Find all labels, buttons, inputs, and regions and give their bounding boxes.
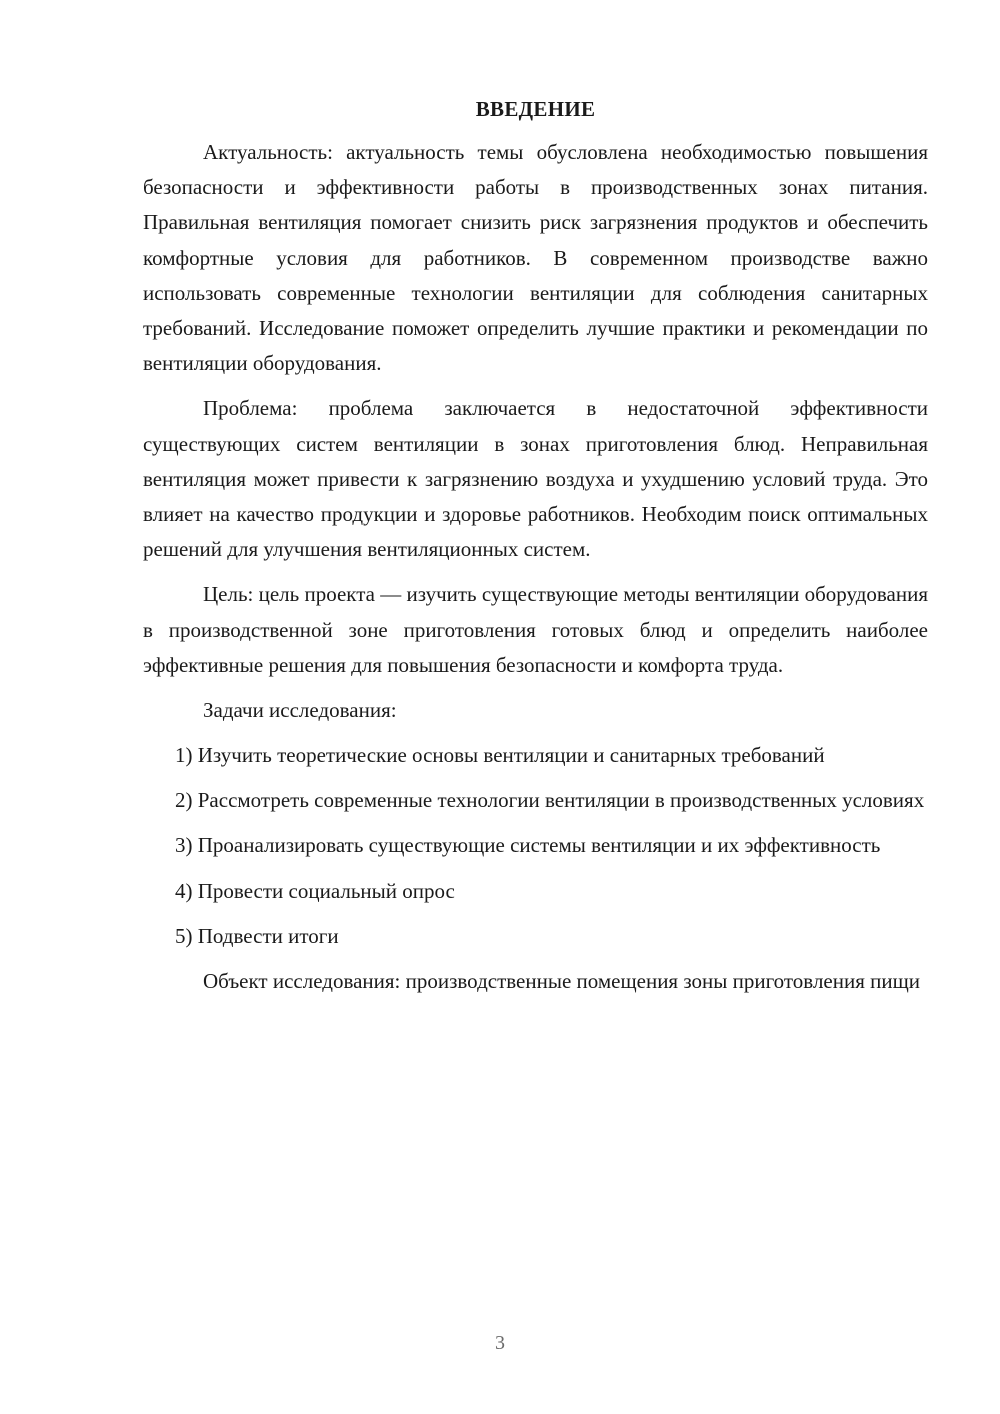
task-item-4: 4) Провести социальный опрос — [175, 878, 455, 903]
paragraph-goal: Цель: цель проекта — изучить существующие методы вентиляции оборудования в производственной зоне приготовления готовых блюд и определить наиболее эффективные решения для повышения безопасности и комфорта труда. — [143, 582, 928, 677]
page-number: 3 — [495, 1332, 505, 1354]
task-item-1: 1) Изучить теоретические основы вентиляции и санитарных требований — [175, 743, 825, 768]
page-content — [143, 92, 928, 999]
tasks-heading: Задачи исследования: — [203, 698, 397, 723]
task-item-2: 2) Рассмотреть современные технологии вентиляции в производственных условиях — [175, 788, 925, 813]
task-item-3: 3) Проанализировать существующие системы вентиляции и их эффективность — [175, 833, 881, 858]
paragraph-object: Объект исследования: производственные помещения зоны приготовления пищи — [203, 969, 921, 994]
task-item-5: 5) Подвести итоги — [175, 923, 339, 948]
paragraph-problem: Проблема: проблема заключается в недостаточной эффективности существующих систем вентиляции в зонах приготовления блюд. Неправильная вентиляция может привести к загрязнению воздуха и ухудшению условий труда. Это влияет на качество продукции и здоровье работников. Необходим поиск оптимальных решений для улучшения вентиляционных систем. — [143, 396, 928, 562]
section-title: ВВЕДЕНИЕ — [475, 97, 596, 121]
paragraph-relevance: Актуальность: актуальность темы обусловлена необходимостью повышения безопасности и эффективности работы в производственных зонах питания. Правильная вентиляция помогает снизить риск загрязнения продуктов и обеспечить комфортные условия для работников. В современном производстве важно использовать современные технологии вентиляции для соблюдения санитарных требований. Исследование поможет определить лучшие практики и рекомендации по вентиляции оборудования. — [143, 140, 928, 376]
